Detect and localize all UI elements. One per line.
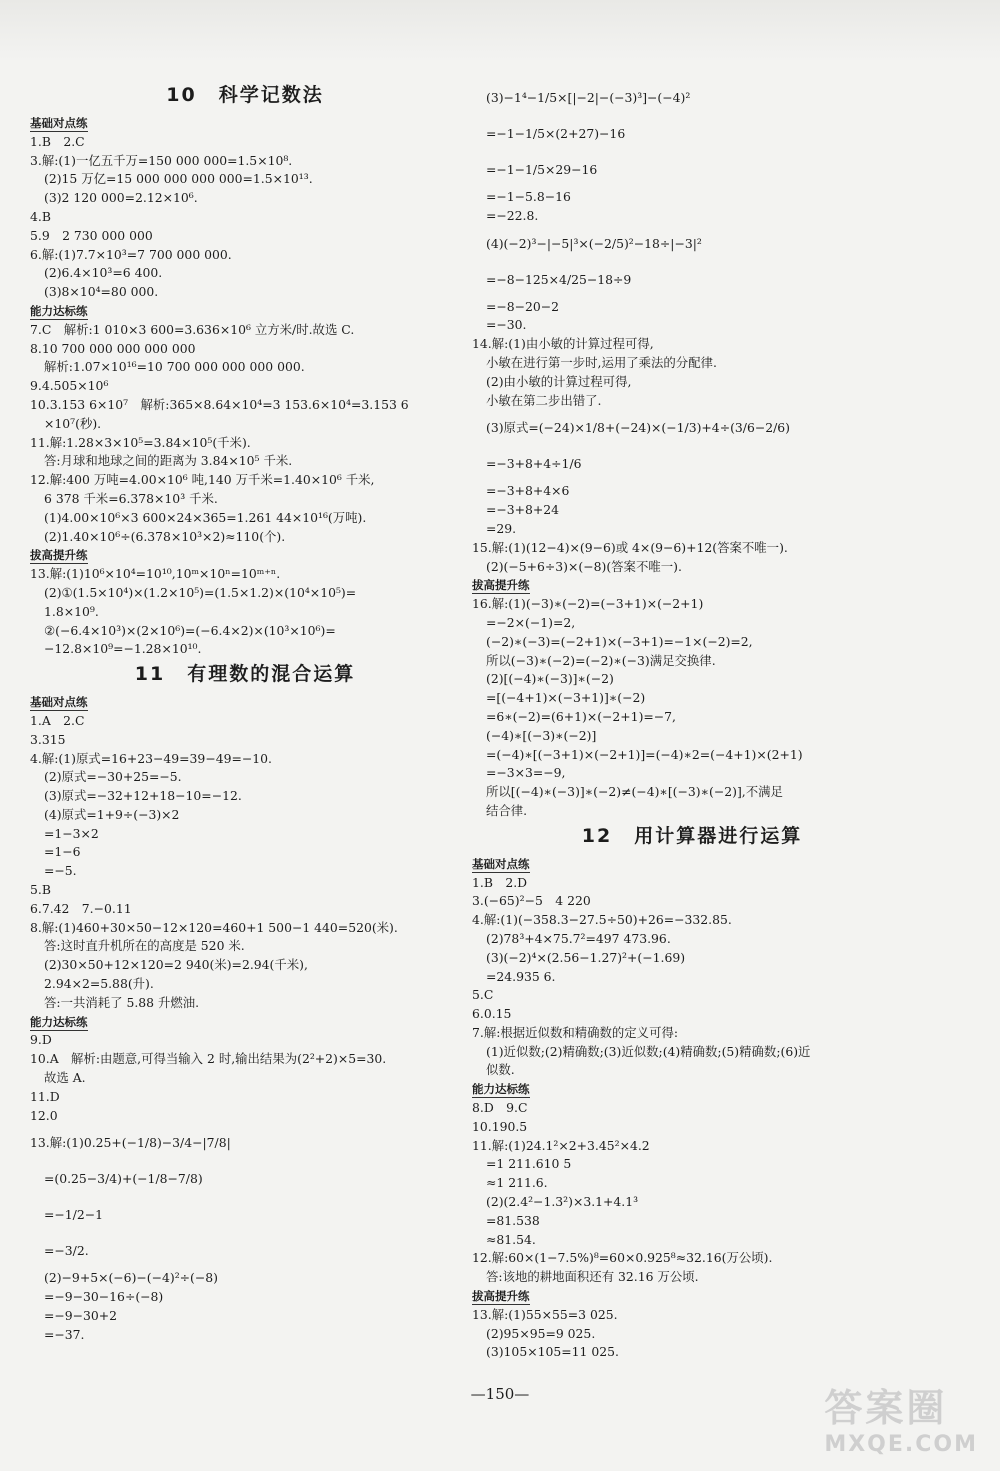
answer-line: =1−3×2 — [44, 825, 99, 841]
answer-line: 4.解:(1)(−358.3−27.5÷50)+26=−332.85. — [472, 912, 732, 928]
answer-line: 6.0.15 — [472, 1006, 512, 1022]
answer-line: =−3+8+4÷1/6 — [486, 456, 582, 472]
watermark-line1: 答案圈 — [824, 1386, 948, 1430]
subsection-row — [30, 114, 460, 133]
answer-line: (2)30×50+12×120=2 940(米)=2.94(千米), — [44, 957, 308, 973]
answer-line: =−8−125×4/25−18÷9 — [486, 271, 632, 287]
answer-line: (3)原式=−32+12+18−10=−12. — [44, 788, 242, 804]
subsection-heading: 基础对点练 — [30, 116, 88, 130]
answer-line: =−3/2. — [44, 1243, 89, 1259]
answer-line: 小敏在进行第一步时,运用了乘法的分配律. — [486, 354, 717, 370]
answer-line: (3)2 120 000=2.12×10⁶. — [44, 190, 198, 206]
subsection-heading: 能力达标练 — [472, 1082, 530, 1097]
page-number: —150— — [470, 1385, 530, 1403]
answer-line: =6∗(−2)=(6+1)×(−2+1)=−7, — [486, 708, 676, 724]
answer-line: ×10⁷(秒). — [44, 415, 102, 431]
answer-line: (3)105×105=11 025. — [486, 1344, 619, 1360]
answer-line: 8.D 9.C — [472, 1100, 528, 1116]
subsection-heading: 拔高提升练 — [472, 578, 530, 593]
answer-line: =−1/2−1 — [44, 1207, 103, 1223]
subsection-row — [472, 1080, 912, 1099]
answer-line: 答:月球和地球之间的距离为 3.84×10⁵ 千米. — [44, 453, 293, 469]
answer-line: 13.解:(1)10⁶×10⁴=10¹⁰,10ᵐ×10ⁿ=10ᵐ⁺ⁿ. — [30, 566, 281, 582]
answer-line: 13.解:(1)0.25+(−1/8)−3/4−|7/8| — [30, 1135, 231, 1151]
answer-line: 似数. — [486, 1062, 515, 1078]
answer-line: (2)1.40×10⁶÷(6.378×10³×2)≈110(个). — [44, 528, 286, 544]
answer-line: =−9−30−16÷(−8) — [44, 1289, 164, 1305]
answer-line: =−1−1/5×(2+27)−16 — [486, 126, 626, 141]
answer-line: 5.9 2 730 000 000 — [30, 227, 153, 243]
answer-line: 2.94×2=5.88(升). — [44, 976, 154, 992]
subsection-heading: 基础对点练 — [30, 695, 88, 710]
answer-line: (2)[(−4)∗(−3)]∗(−2) — [486, 671, 614, 687]
answer-line: (3)8×10⁴=80 000. — [44, 284, 159, 300]
subsection-heading: 拔高提升练 — [30, 548, 88, 563]
answer-line: (1)4.00×10⁶×3 600×24×365=1.261 44×10¹⁶(万吨). — [44, 509, 367, 525]
answer-line: =−37. — [44, 1326, 85, 1342]
answer-line: 12.解:60×(1−7.5%)⁸=60×0.925⁸≈32.16(万公顷). — [472, 1250, 773, 1266]
answer-line: (2)(−5+6÷3)×(−8)(答案不唯一). — [486, 558, 682, 574]
answer-line: 1.A 2.C — [30, 712, 85, 728]
answer-line: 6 378 千米=6.378×10³ 千米. — [44, 490, 218, 506]
answer-line: 5.B — [30, 882, 51, 898]
answer-line: 8.10 700 000 000 000 000 — [30, 340, 196, 356]
answer-line: 6.7.42 7.−0.11 — [30, 900, 132, 916]
answer-line: =−22.8. — [486, 207, 539, 223]
answer-line: (3)原式=(−24)×1/8+(−24)×(−1/3)+4÷(3/6−2/6) — [486, 420, 791, 436]
answer-line: ②(−6.4×10³)×(2×10⁶)=(−6.4×2)×(10³×10⁶)= — [44, 622, 336, 638]
answer-line: =−2×(−1)=2, — [486, 614, 576, 630]
answer-line: 答:该地的耕地面积还有 32.16 万公顷. — [486, 1269, 699, 1285]
subsection-heading: 能力达标练 — [30, 1014, 88, 1029]
answer-line: =24.935 6. — [486, 968, 556, 984]
section-number: 12 — [581, 824, 613, 847]
answer-line: =(−4)∗[(−3+1)×(−2+1)]=(−4)∗2=(−4+1)×(2+1) — [486, 746, 803, 762]
answer-line: 1.B 2.C — [30, 133, 85, 149]
answer-line: (2)由小敏的计算过程可得, — [486, 373, 632, 389]
answer-line: =−1−5.8−16 — [486, 189, 571, 204]
answer-line: =−30. — [486, 317, 527, 333]
answer-line: 解析:1.07×10¹⁶=10 700 000 000 000 000. — [44, 359, 305, 375]
answer-line: (3)(−2)⁴×(2.56−1.27)²+(−1.69) — [486, 949, 686, 965]
subsection-row — [30, 302, 460, 321]
answer-line: =−1−1/5×29−16 — [486, 162, 598, 177]
answer-line: (2)95×95=9 025. — [486, 1325, 596, 1341]
section-title — [30, 82, 460, 108]
subsection-heading: 基础对点练 — [472, 856, 530, 871]
answer-line: =29. — [486, 520, 517, 536]
answer-line: 所以[(−4)∗(−3)]∗(−2)≠(−4)∗[(−3)∗(−2)],不满足 — [486, 784, 783, 800]
answer-line: (1)近似数;(2)精确数;(3)近似数;(4)精确数;(5)精确数;(6)近 — [486, 1043, 811, 1059]
section-number: 10 — [166, 84, 197, 106]
answer-line: =−8−20−2 — [486, 298, 560, 314]
answer-line: (2)6.4×10³=6 400. — [44, 265, 163, 281]
answer-line: (4)原式=1+9÷(−3)×2 — [44, 806, 180, 822]
subsection-row — [472, 1287, 912, 1306]
subsection-row — [472, 576, 912, 595]
section-number: 11 — [134, 663, 166, 686]
section-name: 用计算器进行运算 — [634, 824, 803, 847]
answer-line: =81.538 — [486, 1212, 540, 1228]
answer-line: 所以(−3)∗(−2)=(−2)∗(−3)满足交换律. — [486, 652, 716, 668]
section-name: 科学记数法 — [218, 84, 324, 106]
answer-line: =−3+8+24 — [486, 502, 560, 518]
answer-line: 答:一共消耗了 5.88 升燃油. — [44, 994, 200, 1010]
answer-line: (−2)∗(−3)=(−2+1)×(−3+1)=−1×(−2)=2, — [486, 633, 753, 649]
watermark-logo — [824, 1377, 978, 1457]
answer-line: 16.解:(1)(−3)∗(−2)=(−3+1)×(−2+1) — [472, 596, 704, 612]
subsection-row — [30, 693, 460, 712]
subsection-heading: 拔高提升练 — [472, 1289, 530, 1304]
answer-line: 7.C 解析:1 010×3 600=3.636×10⁶ 立方米/时.故选 C. — [30, 321, 355, 337]
answer-line: 3.315 — [30, 731, 66, 747]
answer-line: (2)−9+5×(−6)−(−4)²÷(−8) — [44, 1270, 218, 1286]
answer-line: 7.解:根据近似数和精确数的定义可得: — [472, 1024, 679, 1040]
answer-line: ≈1 211.6. — [486, 1175, 548, 1191]
answer-line: ≈81.54. — [486, 1231, 536, 1247]
answer-line: 3.(−65)²−5 4 220 — [472, 893, 591, 909]
answer-line: 4.B — [30, 208, 51, 224]
answer-line: =1 211.610 5 — [486, 1156, 572, 1172]
answer-line: 小敏在第二步出错了. — [486, 392, 602, 408]
answer-line: =[(−4+1)×(−3+1)]∗(−2) — [486, 690, 646, 706]
subsection-row — [30, 1013, 460, 1032]
subsection-row — [30, 546, 460, 565]
answer-line: (2)①(1.5×10⁴)×(1.2×10⁵)=(1.5×1.2)×(10⁴×10⁵)= — [44, 584, 357, 600]
answer-line: 10.A 解析:由题意,可得当输入 2 时,输出结果为(2²+2)×5=30. — [30, 1051, 387, 1067]
answer-line: =−3×3=−9, — [486, 765, 566, 781]
answer-line: 11.解:(1)24.1²×2+3.45²×4.2 — [472, 1137, 650, 1153]
answer-line: 5.C — [472, 987, 494, 1003]
answer-line: =−3+8+4×6 — [486, 483, 570, 499]
answer-line: 14.解:(1)由小敏的计算过程可得, — [472, 336, 654, 352]
answer-line: 1.8×10⁹. — [44, 603, 99, 619]
section-title — [30, 661, 460, 687]
subsection-row — [472, 855, 912, 874]
answer-line: 11.解:1.28×3×10⁵=3.84×10⁵(千米). — [30, 434, 251, 450]
subsection-heading: 能力达标练 — [30, 303, 88, 318]
scan-shadow — [0, 0, 1000, 60]
section-title — [472, 823, 912, 849]
answer-line: (3)−1⁴−1/5×[|−2|−(−3)³]−(−4)² — [486, 90, 691, 105]
answer-line: =−9−30+2 — [44, 1308, 118, 1324]
answer-line: 1.B 2.D — [472, 874, 528, 890]
answer-line: =1−6 — [44, 844, 81, 860]
answer-line: 13.解:(1)55×55=3 025. — [472, 1306, 618, 1322]
answer-line: (2)78³+4×75.7²=497 473.96. — [486, 930, 671, 946]
right-column — [472, 80, 912, 1362]
answer-line: (2)(2.4²−1.3²)×3.1+4.1³ — [486, 1194, 639, 1210]
answer-line: (4)(−2)³−|−5|³×(−2/5)²−18÷|−3|² — [486, 235, 702, 251]
answer-line: 12.解:400 万吨=4.00×10⁶ 吨,140 万千米=1.40×10⁶ 千米, — [30, 472, 375, 488]
answer-line: =(0.25−3/4)+(−1/8−7/8) — [44, 1171, 203, 1187]
watermark-line2: MXQE.COM — [824, 1432, 978, 1457]
answer-line: −12.8×10⁹=−1.28×10¹⁰. — [44, 641, 202, 657]
section-name: 有理数的混合运算 — [187, 663, 356, 686]
answer-line: (2)15 万亿=15 000 000 000 000=1.5×10¹³. — [44, 171, 313, 187]
answer-line: 3.解:(1)一亿五千万=150 000 000=1.5×10⁸. — [30, 152, 293, 168]
answer-line: 故选 A. — [44, 1070, 86, 1086]
answer-line: 10.3.153 6×10⁷ 解析:365×8.64×10⁴=3 153.6×10⁴=3.153 6 — [30, 396, 409, 412]
answer-line: 10.190.5 — [472, 1118, 528, 1134]
answer-line: (2)原式=−30+25=−5. — [44, 769, 182, 785]
answer-line: 9.D — [30, 1032, 52, 1048]
answer-line: 4.解:(1)原式=16+23−49=39−49=−10. — [30, 750, 272, 766]
answer-line: 结合律. — [486, 802, 528, 818]
left-column — [30, 80, 460, 1345]
answer-line: 6.解:(1)7.7×10³=7 700 000 000. — [30, 246, 232, 262]
answer-line: 15.解:(1)(12−4)×(9−6)或 4×(9−6)+12(答案不唯一). — [472, 539, 788, 555]
answer-line: (−4)∗[(−3)∗(−2)] — [486, 727, 597, 743]
answer-line: 12.0 — [30, 1107, 58, 1123]
answer-line: =−5. — [44, 863, 77, 879]
answer-line: 9.4.505×10⁶ — [30, 378, 109, 394]
answer-line: 8.解:(1)460+30×50−12×120=460+1 500−1 440=520(米). — [30, 919, 398, 935]
answer-line: 答:这时直升机所在的高度是 520 米. — [44, 938, 245, 954]
answer-line: 11.D — [30, 1088, 60, 1104]
